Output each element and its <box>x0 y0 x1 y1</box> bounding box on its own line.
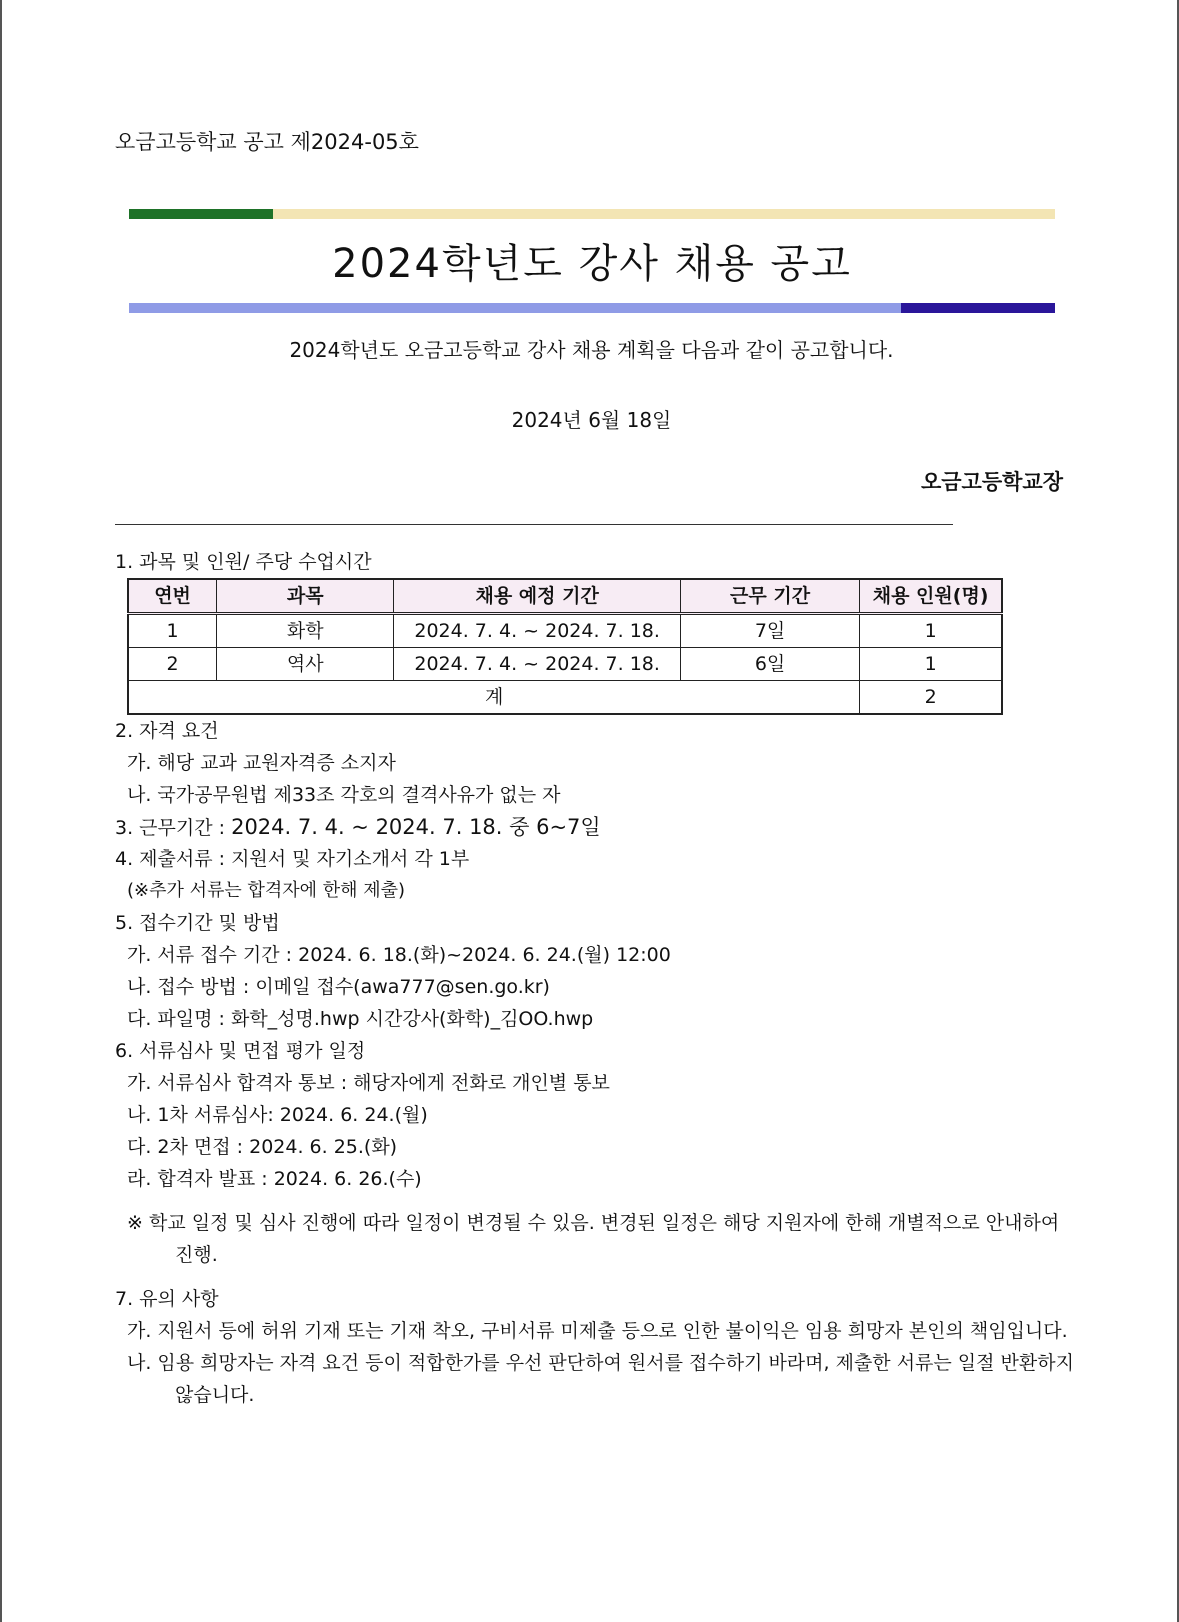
table-row <box>128 648 1002 681</box>
divider-line <box>115 524 953 525</box>
table-cell: 1 <box>860 614 1002 648</box>
table-cell: 2024. 7. 4. ~ 2024. 7. 18. <box>394 648 681 681</box>
section-1-heading: 1. 과목 및 인원/ 주당 수업시간 <box>115 551 372 573</box>
title-decoration-bar-bottom <box>129 303 1055 313</box>
list-item: 다. 파일명 : 화학_성명.hwp 시간강사(화학)_김OO.hwp <box>127 1008 594 1030</box>
list-item: 가. 서류 접수 기간 : 2024. 6. 18.(화)~2024. 6. 24.(월) 12:00 <box>127 944 671 966</box>
total-value: 2 <box>860 681 1002 715</box>
section-2-heading: 2. 자격 요건 <box>115 720 219 742</box>
work-period-value: 2024. 7. 4. ~ 2024. 7. 18. 중 6~7일 <box>231 815 601 839</box>
title-decoration-bar-top <box>129 209 1055 219</box>
list-item: 가. 지원서 등에 허위 기재 또는 기재 착오, 구비서류 미제출 등으로 인한 불이익은 임용 희망자 본인의 책임입니다. <box>127 1320 1068 1342</box>
section-4-heading: 4. 제출서류 : 지원서 및 자기소개서 각 1부 <box>115 848 470 870</box>
table-cell: 화학 <box>217 614 394 648</box>
table-row <box>128 614 1002 648</box>
list-item: 나. 국가공무원법 제33조 각호의 결격사유가 없는 자 <box>127 784 561 806</box>
bar-segment-light <box>129 303 901 313</box>
section-3-label: 3. 근무기간 : <box>115 817 232 839</box>
section-4-note: (※추가 서류는 합격자에 한해 제출) <box>127 880 406 901</box>
signer-name: 오금고등학교장 <box>920 470 1063 494</box>
bar-segment-light <box>273 209 1055 219</box>
section-3-line <box>115 811 1075 843</box>
table-cell: 1 <box>860 648 1002 681</box>
section-5-heading: 5. 접수기간 및 방법 <box>115 912 280 934</box>
section-7-heading: 7. 유의 사항 <box>115 1288 219 1310</box>
column-header: 연번 <box>128 579 217 614</box>
column-header: 채용 예정 기간 <box>394 579 681 614</box>
table-cell: 2024. 7. 4. ~ 2024. 7. 18. <box>394 614 681 648</box>
document-body <box>115 546 1075 1411</box>
list-item: 나. 1차 서류심사: 2024. 6. 24.(월) <box>127 1104 428 1126</box>
announcement-date: 2024년 6월 18일 <box>511 408 672 432</box>
list-item: 가. 해당 교과 교원자격증 소지자 <box>127 752 396 774</box>
total-label: 계 <box>128 681 860 715</box>
table-header-row <box>128 579 1002 614</box>
column-header: 채용 인원(명) <box>860 579 1002 614</box>
list-item: 나. 접수 방법 : 이메일 접수(awa777@sen.go.kr) <box>127 976 550 998</box>
intro-text: 2024학년도 오금고등학교 강사 채용 계획을 다음과 같이 공고합니다. <box>289 338 894 362</box>
schedule-notice: ※ 학교 일정 및 심사 진행에 따라 일정이 변경될 수 있음. 변경된 일정은 해당 지원자에 한해 개별적으로 안내하여 진행. <box>127 1212 1060 1266</box>
table-cell: 1 <box>128 614 217 648</box>
table-cell: 역사 <box>217 648 394 681</box>
section-6-heading: 6. 서류심사 및 면접 평가 일정 <box>115 1040 366 1062</box>
column-header: 과목 <box>217 579 394 614</box>
table-cell: 2 <box>128 648 217 681</box>
list-item: 가. 서류심사 합격자 통보 : 해당자에게 전화로 개인별 통보 <box>127 1072 610 1094</box>
list-item: 라. 합격자 발표 : 2024. 6. 26.(수) <box>127 1168 422 1190</box>
list-item: 다. 2차 면접 : 2024. 6. 25.(화) <box>127 1136 398 1158</box>
page-title: 2024학년도 강사 채용 공고 <box>332 241 852 287</box>
bar-segment-dark <box>901 303 1055 313</box>
recruitment-table <box>127 578 1003 715</box>
list-item: 나. 임용 희망자는 자격 요건 등이 적합한가를 우선 판단하여 원서를 접수하기 바라며, 제출한 서류는 일절 반환하지 않습니다. <box>127 1352 1074 1406</box>
document-number: 오금고등학교 공고 제2024-05호 <box>115 130 419 154</box>
column-header: 근무 기간 <box>680 579 859 614</box>
table-cell: 6일 <box>680 648 859 681</box>
table-cell: 7일 <box>680 614 859 648</box>
bar-segment-dark <box>129 209 273 219</box>
table-total-row <box>128 681 1002 715</box>
